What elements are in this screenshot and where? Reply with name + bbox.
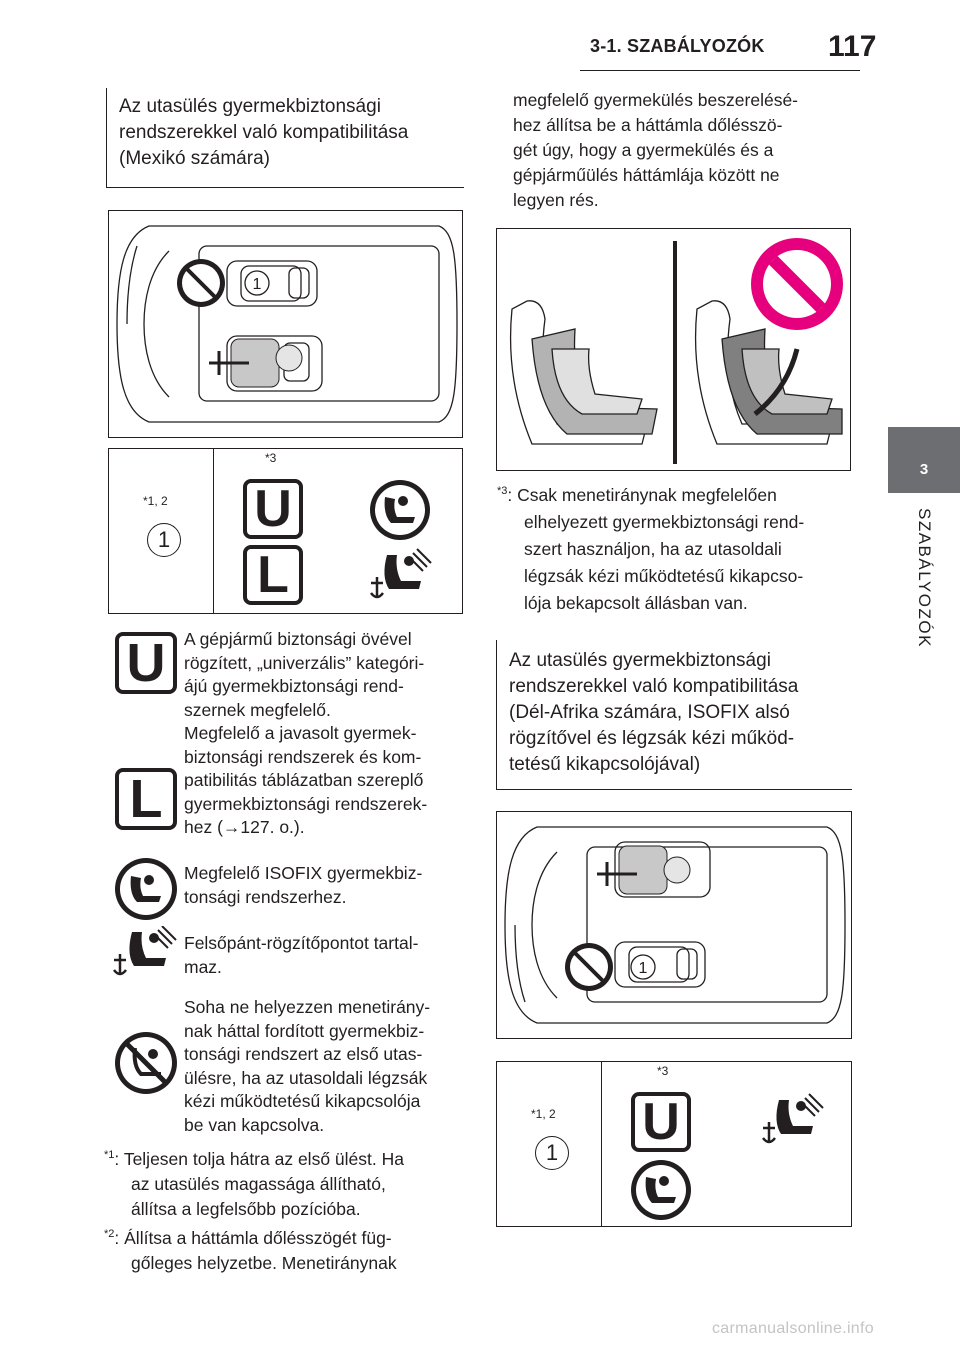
legend-isofix-icon [113, 856, 179, 922]
compatibility-table-south-africa [496, 1061, 852, 1227]
table-note-3: *3 [265, 451, 277, 465]
legend-top-tether-text: Felsőpánt-rögzítőpontot tartal- maz. [184, 933, 419, 977]
section-heading-mexico: Az utasülés gyermekbiztonsági rendszerekkel való kompatibilitása (Mexikó számára) [106, 88, 464, 188]
chapter-header-title: 3-1. SZABÁLYOZÓK [590, 36, 765, 56]
car-top-view-illustration [109, 211, 462, 437]
footnote-2: $^{*2}$: Állítsa a háttámla dőlésszögét füg- gőleges helyzetbe. Menetiránynak [104, 1227, 397, 1273]
no-rear-facing-icon [177, 259, 225, 307]
table-note-3-sa: *3 [657, 1064, 669, 1078]
legend-semi-universal-text: Megfelelő a javasolt gyermek- biztonsági rendszerek és kom- patibilitás táblázatban szereplő gyermekbiztonsági rendszerek- hez (→127. o.). [184, 723, 428, 837]
table-note-1-2-sa: *1, 2 [531, 1107, 556, 1121]
car-top-view-illustration-sa [497, 812, 851, 1038]
svg-text:1: 1 [638, 960, 648, 977]
table-note-1-2: *1, 2 [143, 494, 168, 508]
universal-u-icon: U [243, 479, 303, 539]
compatibility-table-mexico [108, 448, 463, 614]
legend-isofix-text: Megfelelő ISOFIX gyermekbiz- tonsági rendszerhez. [184, 863, 423, 907]
section-heading-south-africa: Az utasülés gyermekbiztonsági rendszerekkel való kompatibilitása (Dél-Afrika számára, ISOFIX alsó rögzítővel és légzsák kézi működ- tetésű kikapcsolójával) [496, 640, 852, 790]
legend-top-tether-icon [110, 926, 182, 984]
chapter-tab-number[interactable]: 3 [888, 427, 960, 493]
car-seating-diagram-south-africa [496, 811, 852, 1039]
seat-position-mark-sa: 1 [535, 1136, 569, 1170]
footnote-3: $^{*3}$: Csak menetiránynak megfelelően elhelyezett gyermekbiztonsági rend- szert használjon, ha az utasoldali légzsák kézi működtetésű kikapcso- lója bekapcsolt állásban van. [497, 484, 805, 613]
legend-universal-u-icon: U [115, 632, 177, 694]
car-seating-diagram-mexico [108, 210, 463, 438]
legend-no-rear-facing-icon [113, 1030, 179, 1096]
legend-semi-universal-l-icon: L [115, 768, 177, 830]
footnote-1: $^{*1}$: Teljesen tolja hátra az első ülést. Ha az utasülés magassága állítható, állítsa a legfelsőbb pozícióba. [104, 1148, 404, 1219]
isofix-icon-sa [629, 1158, 693, 1222]
child-seat-installation-figure [497, 229, 850, 470]
header-rule [580, 70, 860, 71]
svg-text:1: 1 [252, 276, 262, 293]
page-number: 117 [828, 30, 877, 63]
watermark: carmanualsonline.info [712, 1320, 874, 1337]
seat-position-mark: 1 [147, 523, 181, 557]
prohibition-sign-icon [751, 238, 843, 330]
top-tether-icon-sa [759, 1092, 829, 1152]
footnote-2-continuation: megfelelő gyermekülés beszerelésé- hez állítsa be a háttámla dőlésszö- gét úgy, hogy a gyermekülés és a gépjárműülés háttámlája között ne legyen rés. [513, 90, 798, 210]
seat-gap-illustration [496, 228, 851, 471]
isofix-icon [367, 477, 433, 543]
top-tether-icon [367, 547, 437, 607]
semi-universal-l-icon: L [243, 545, 303, 605]
legend-no-rear-facing-text: Soha ne helyezzen menetirány- nak háttal fordított gyermekbiz- tonsági rendszert az első utas- ülésre, ha az utasoldali légzsák kézi működtetésű kikapcsolója be van kapcsolva. [184, 997, 431, 1135]
legend-universal-text: A gépjármű biztonsági övével rögzített, „univerzális” kategóri- ájú gyermekbiztonsági rend- szernek megfelelő. [184, 629, 425, 720]
universal-u-icon-sa: U [631, 1092, 691, 1152]
no-rear-facing-icon-sa [565, 943, 613, 991]
chapter-tab-label: SZABÁLYOZÓK [915, 508, 934, 648]
